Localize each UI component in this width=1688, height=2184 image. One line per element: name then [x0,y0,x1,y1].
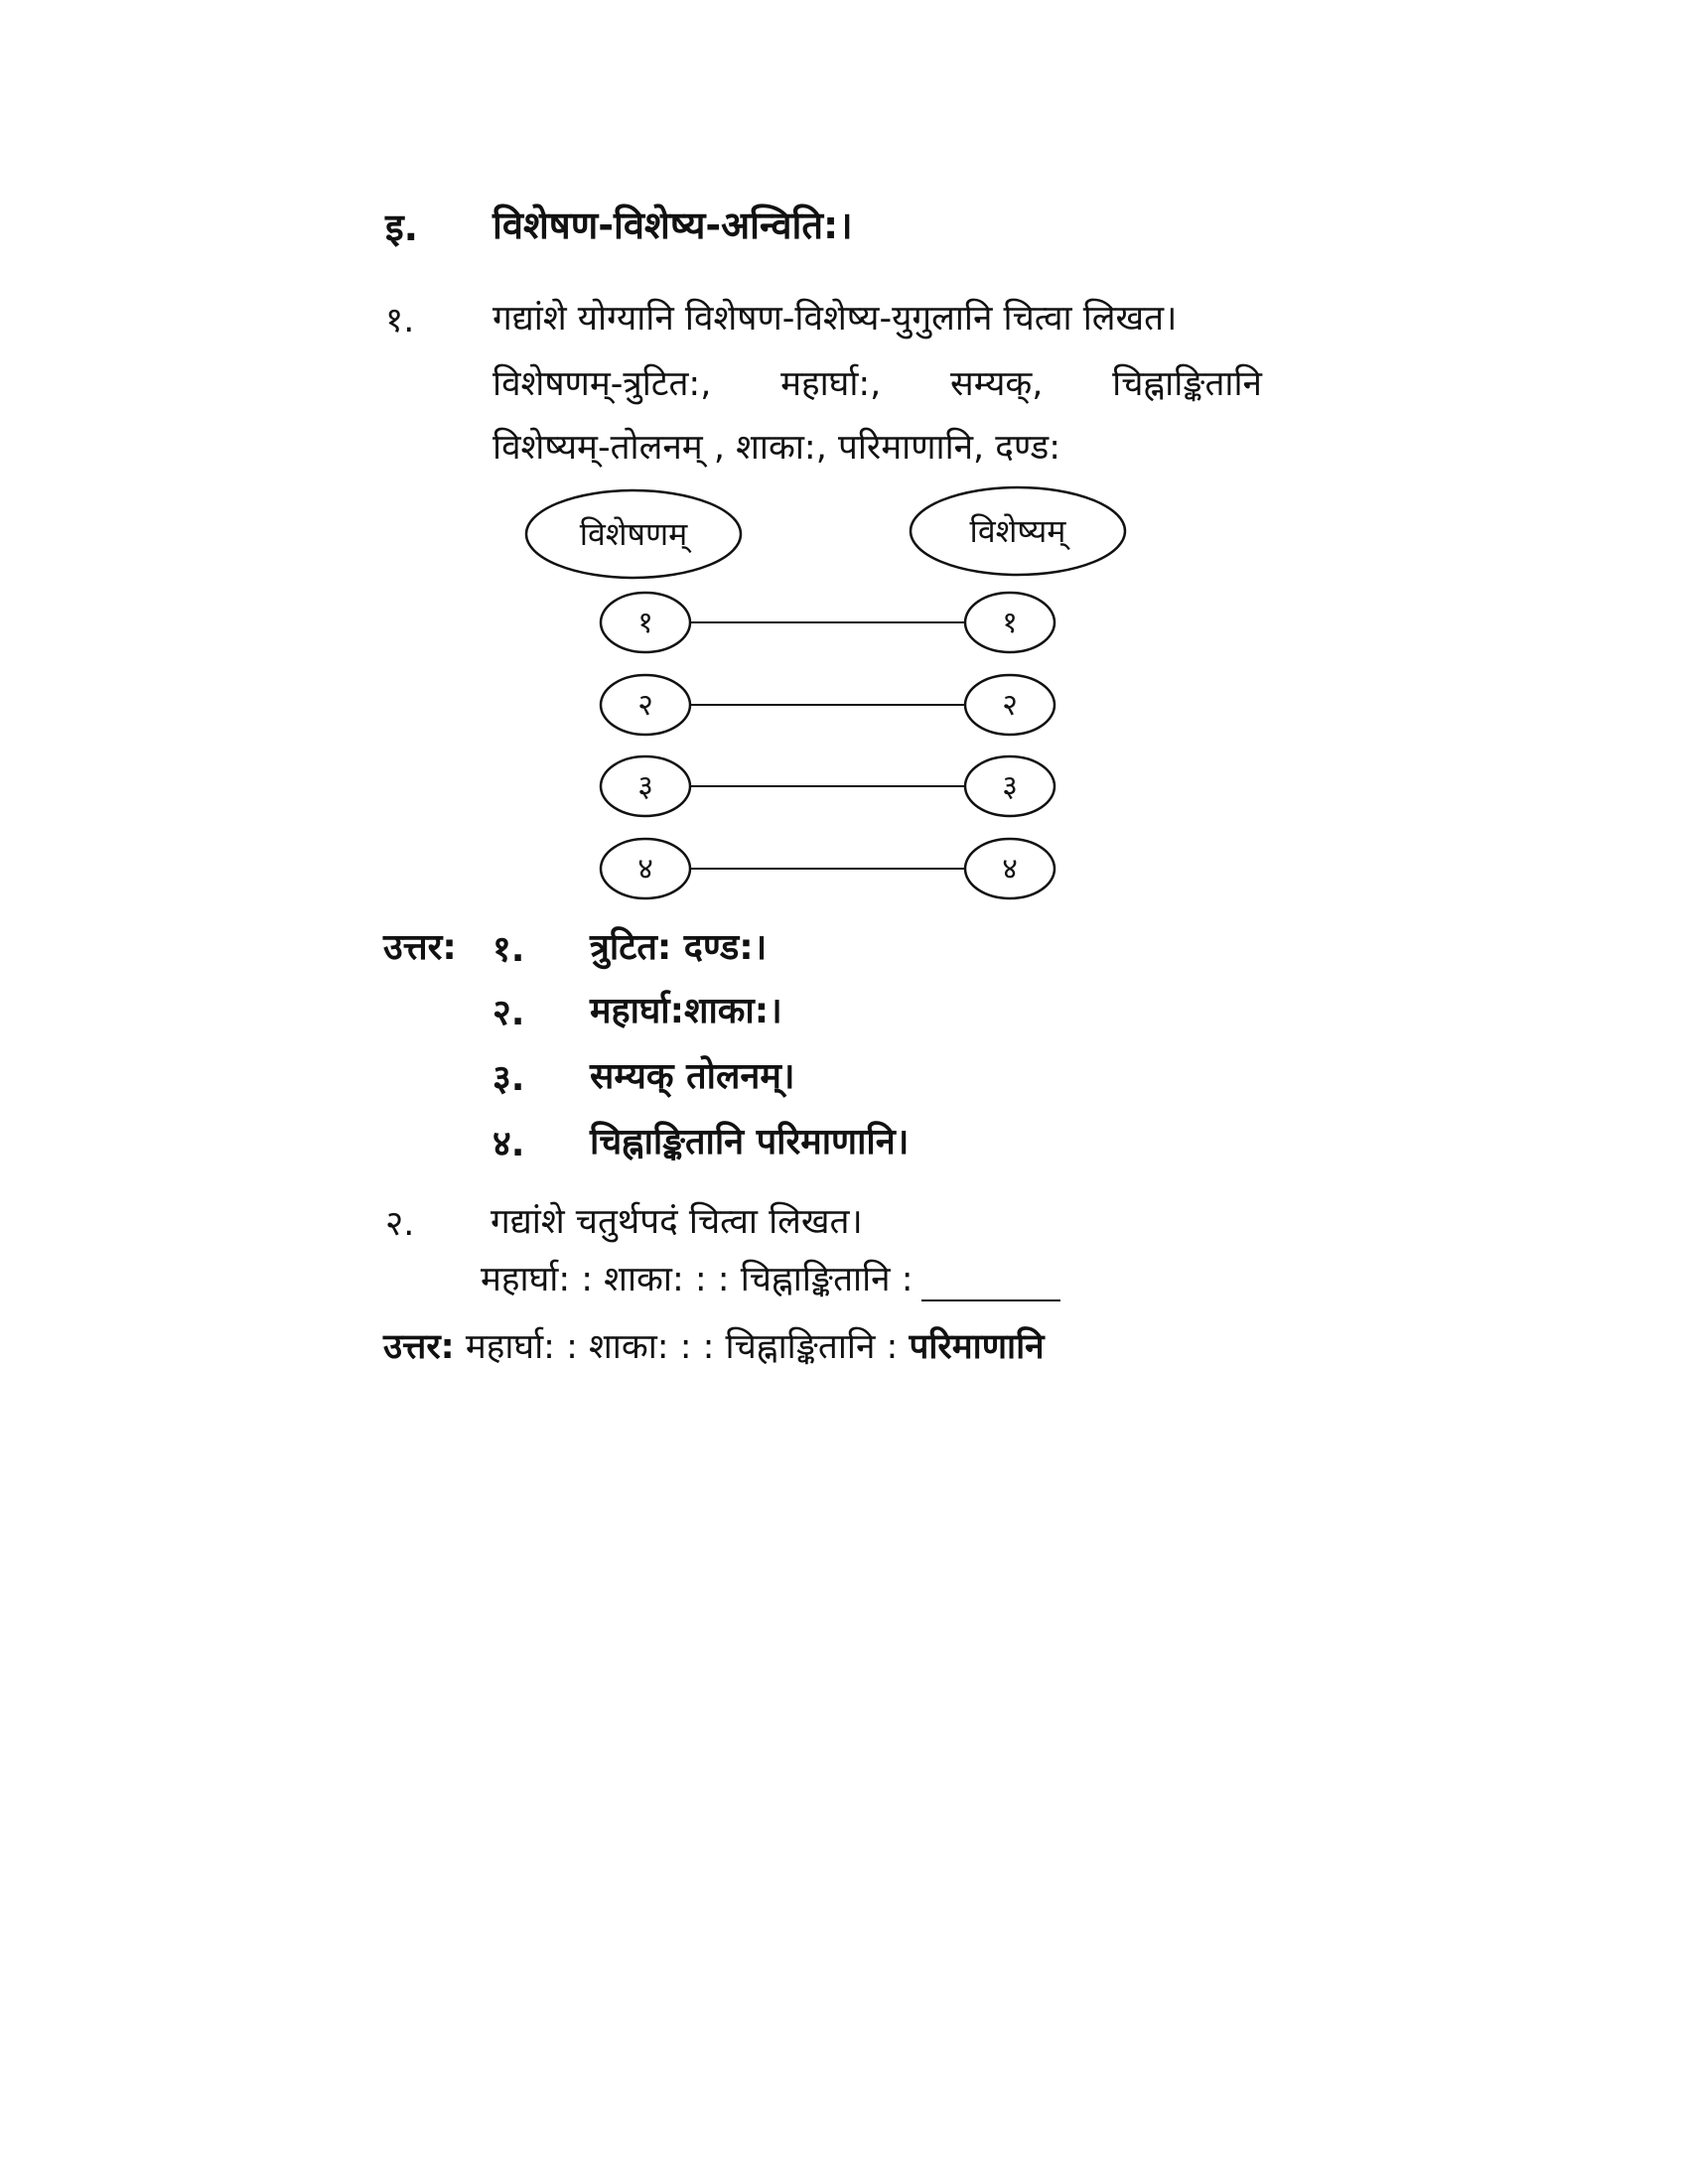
visheshan-word: त्रुटित:, [623,364,712,404]
answer-text: महार्घा:शाका:। [590,991,782,1031]
right-number: १ [1002,606,1018,640]
answer-number: ४. [492,1124,525,1164]
q1-prompt: गद्यांशे योग्यानि विशेषण-विशेष्य-युगुलानि चित्वा लिखत। [492,299,1178,339]
left-number: १ [637,606,653,640]
visheshan-word: महार्घा:, [780,364,882,404]
q1-number: १. [385,301,415,341]
answer-text: सम्यक् तोलनम्। [590,1056,795,1097]
right-number: २ [1002,688,1018,723]
matching-diagram [516,481,1132,908]
q2-number: २. [385,1204,415,1244]
visheshan-label: विशेषणम्- [492,364,624,404]
match-row-2 [601,675,1055,735]
section-title: विशेषण-विशेष्य-अन्विति:। [492,204,853,247]
q2-question-text: महार्घा: : शाका: : : चिह्नाङ्कितानि : [481,1260,914,1299]
answer-text: त्रुटित: दण्ड:। [590,927,768,968]
left-title-oval [526,490,741,578]
visheshya-line: विशेष्यम्-तोलनम् , शाका:, परिमाणानि, दण्ड: [492,428,1061,468]
answer-number: १. [492,929,525,970]
visheshan-word: सम्यक्, [950,364,1044,404]
q2-answer-value: परिमाणानि [909,1327,1045,1367]
q2-answer-label: उत्तर: [383,1327,455,1367]
match-row-1 [601,593,1055,652]
answer-text: चिह्नाङ्कितानि परिमाणानि। [590,1122,910,1162]
match-row-4 [601,839,1055,898]
right-title: विशेष्यम् [969,512,1066,550]
q1-answer-label: उत्तर: [383,927,457,968]
q2-answer-line [383,1322,1045,1369]
visheshan-word: चिह्नाङ्कितानि [1112,364,1262,404]
visheshan-row [492,359,1262,406]
section-label: इ. [385,205,419,249]
answer-number: २. [492,993,525,1033]
answer-blank [921,1270,1060,1301]
left-number: २ [637,688,653,723]
left-number: ४ [637,852,653,887]
right-title-oval [911,487,1125,575]
q2-question-line [481,1255,1060,1301]
right-number: ४ [1002,852,1018,887]
q2-answer-text: महार्घा: : शाका: : : चिह्नाङ्कितानि : [465,1327,899,1367]
match-row-3 [601,756,1055,816]
answer-number: ३. [492,1058,525,1099]
left-title: विशेषणम् [579,515,688,553]
left-number: ३ [637,769,653,804]
q2-prompt: गद्यांशे चतुर्थपदं चित्वा लिखत। [491,1202,863,1242]
right-number: ३ [1002,769,1018,804]
